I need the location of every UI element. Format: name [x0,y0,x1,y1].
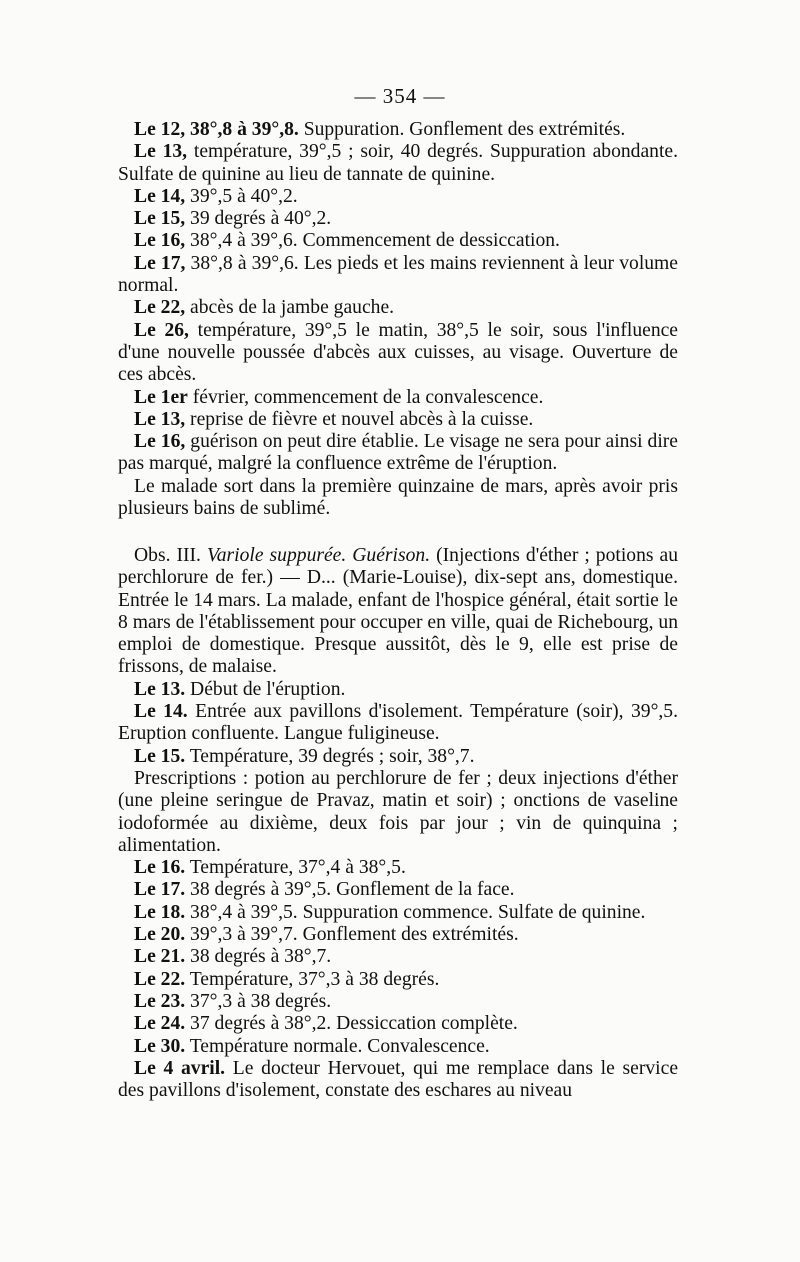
paragraph [118,969,678,991]
paragraph-text: abcès de la jambe gauche. [185,297,395,319]
paragraph-text: Température normale. Convalescence. [185,1035,490,1057]
paragraph [118,297,678,319]
date-lead: Le 20. [134,924,186,946]
date-lead: Le 23. [134,990,186,1012]
paragraph-text: 38°,4 à 39°,6. Commencement de dessiccation. [185,230,560,252]
paragraph [118,946,678,968]
paragraph-text: 37 degrés à 38°,2. Dessiccation complète. [185,1013,518,1035]
paragraph [118,476,678,521]
observation-heading-paragraph [118,545,678,679]
paragraph-text: 39 degrés à 40°,2. [185,208,332,230]
paragraph [118,746,678,768]
date-lead: Le 4 avril. [134,1057,226,1079]
paragraph [118,387,678,409]
paragraph-text: 37°,3 à 38 degrés. [185,990,332,1012]
paragraph-text: température, 39°,5 le matin, 38°,5 le soir, sous l'influence d'une nouvelle poussée d'abcès aux cuisses, au visage. Ouverture de ces abcès. [118,319,679,386]
paragraph [118,1013,678,1035]
date-lead: Le 17. [134,879,186,901]
date-lead: Le 18. [134,901,186,923]
paragraph-text: 38 degrés à 38°,7. [185,946,332,968]
paragraph-text: 39°,3 à 39°,7. Gonflement des extrémités. [185,924,519,946]
date-lead: Le 21. [134,946,186,968]
date-lead: Le 26, [134,319,189,341]
paragraph [118,119,678,141]
date-lead: Le 22, [134,297,186,319]
paragraph-text: 39°,5 à 40°,2. [185,185,298,207]
paragraph-text: Début de l'éruption. [185,678,346,700]
paragraph-text: température, 39°,5 ; soir, 40 degrés. Suppuration abondante. Sulfate de quinine au lieu de tannate de quinine. [118,141,678,185]
date-lead: Le 1er [134,386,188,408]
paragraph-text: 38°,8 à 39°,6. Les pieds et les mains reviennent à leur volume normal. [118,252,678,297]
observation-continuation [118,119,678,520]
observation-text: (Injections d'éther ; potions au perchlorure de fer.) — D... (Marie-Louise), dix-sept ans, domestique. Entrée le 14 mars. La malade, enfant de l'hospice général, était sortie le 8 mars de l'établissement pour occuper en ville, quai de Richebourg, un emploi de domestique. Presque aussitôt, dès le 9, elle est prise de frissons, de malaise. [118,545,679,678]
date-lead: Le 17, [134,252,186,274]
observation-title: Variole suppurée. Guérison. [206,545,431,566]
paragraph [118,253,678,298]
page-number: — 354 — [354,84,446,108]
paragraph-text: Entrée aux pavillons d'isolement. Température (soir), 39°,5. Eruption confluente. Langue fuligineuse. [118,701,679,745]
paragraph-text: 38°,4 à 39°,5. Suppuration commence. Sulfate de quinine. [185,901,646,923]
paragraph-text: février, commencement de la convalescence. [187,386,544,408]
paragraph-text: Température, 39 degrés ; soir, 38°,7. [185,745,475,767]
paragraph [118,768,678,857]
paragraph-text: Suppuration. Gonflement des extrémités. [298,119,626,140]
date-lead: Le 16. [134,857,186,879]
paragraph [118,857,678,879]
date-lead: Le 22. [134,968,186,990]
paragraph [118,879,678,901]
date-lead: Le 16, [134,230,186,252]
paragraph [118,208,678,230]
paragraph-text: Le malade sort dans la première quinzaine de mars, après avoir pris plusieurs bains de sublimé. [118,475,678,520]
paragraph [118,679,678,701]
paragraph-text: Prescriptions : potion au perchlorure de fer ; deux injections d'éther (une pleine seringue de Pravaz, matin et soir) ; onctions de vaseline iodoformée au dixième, deux fois par jour ; vin de quinquina ; alimentation. [118,767,678,856]
date-lead: Le 15, [134,208,186,230]
paragraph [118,902,678,924]
paragraph-text: 38 degrés à 39°,5. Gonflement de la face. [185,879,515,901]
date-lead: Le 30. [134,1035,186,1057]
paragraph [118,1036,678,1058]
paragraph-text: Température, 37°,4 à 38°,5. [185,857,406,879]
date-lead: Le 16, [134,431,186,453]
date-lead: Le 13, [134,408,186,430]
paragraph-text: reprise de fièvre et nouvel abcès à la cuisse. [185,408,534,430]
date-lead: Le 13, [134,141,188,163]
paragraph [118,924,678,946]
paragraph [118,701,678,746]
paragraph [118,320,678,387]
paragraph-text: Le docteur Hervouet, qui me remplace dans le service des pavillons d'isolement, constate des eschares au niveau [118,1057,679,1102]
paragraph-text: guérison on peut dire établie. Le visage ne sera pour ainsi dire pas marqué, malgré la confluence extrême de l'éruption. [118,431,679,475]
paragraph-text: Température, 37°,3 à 38 degrés. [185,968,440,990]
date-lead: Le 12, 38°,8 à 39°,8. [134,119,299,140]
date-lead: Le 14. [134,701,188,723]
paragraph [118,409,678,431]
date-lead: Le 15. [134,745,186,767]
paragraph [118,186,678,208]
observation-label: Obs. III. [134,545,201,566]
paragraph [118,141,678,186]
date-lead: Le 24. [134,1013,186,1035]
paragraph [118,991,678,1013]
paragraph [118,230,678,252]
date-lead: Le 14, [134,185,186,207]
date-lead: Le 13. [134,678,186,700]
observation-iii [118,545,678,1102]
paragraph [118,431,678,476]
paragraph [118,1058,678,1103]
